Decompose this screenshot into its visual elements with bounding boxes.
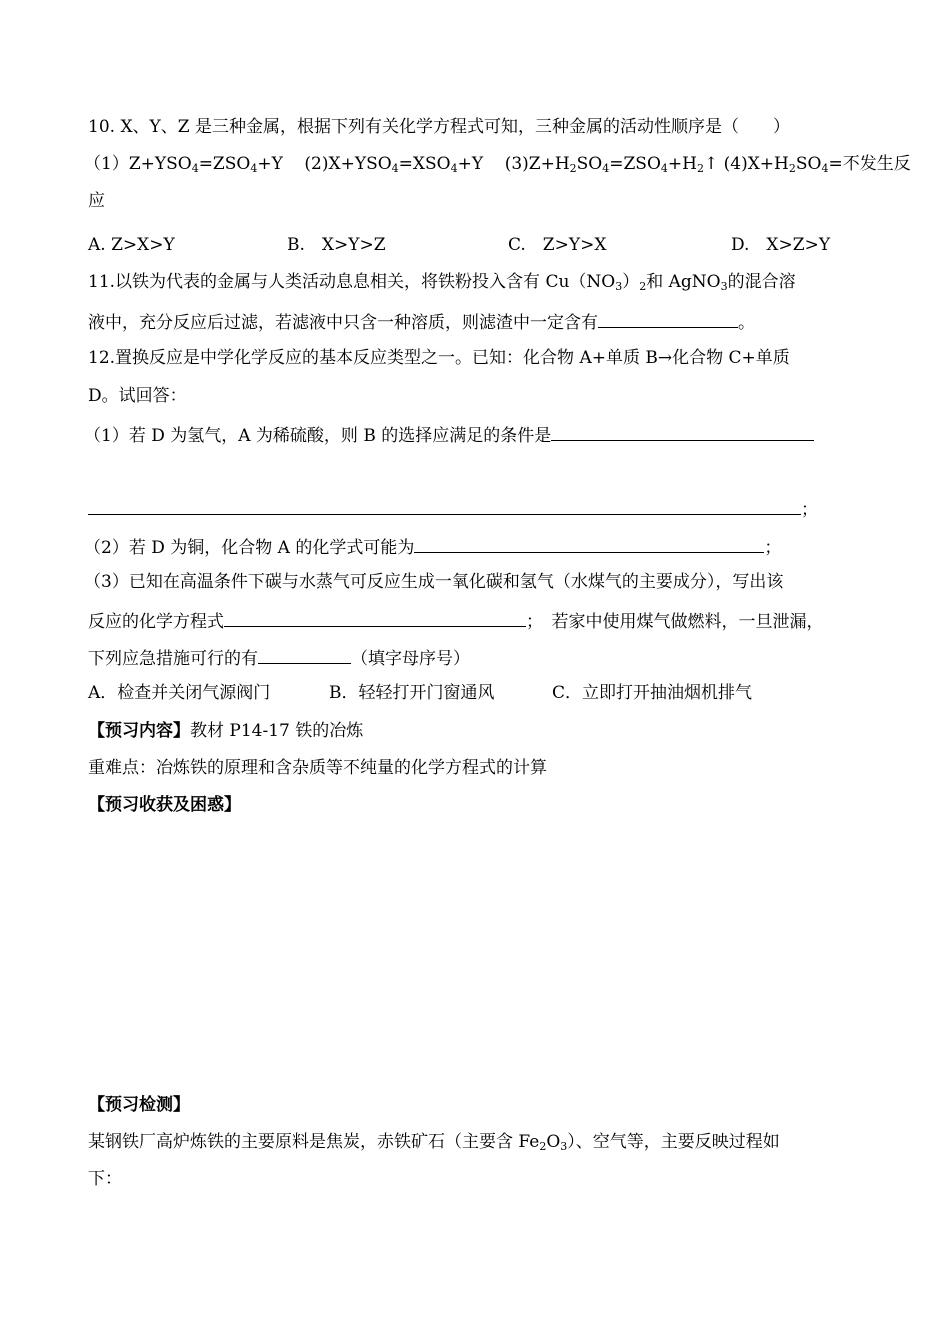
q12-option-c: C．立即打开抽油烟机排气 — [552, 683, 753, 703]
q10-option-a: A. Z>X>Y — [88, 235, 175, 255]
preview-test-line1: 某钢铁厂高炉炼铁的主要原料是焦炭，赤铁矿石（主要含 $Fe_2O_3$）、空气等，主要反映过程如 — [88, 1132, 780, 1153]
q11-line2: 液中，充分反应后过滤，若滤液中只含一种溶质，则滤渣中一定含有 。 — [88, 309, 755, 334]
q10-option-b: B. X>Y>Z — [287, 235, 386, 255]
q10-stem: 10. X、Y、Z 是三种金属，根据下列有关化学方程式可知，三种金属的活动性顺序是（ ） — [88, 117, 790, 137]
q12-part3-line2: 反应的化学方程式 ； 若家中使用煤气做燃料，一旦泄漏， — [88, 608, 824, 633]
q12-part2-blank[interactable] — [414, 534, 764, 553]
preview-content: 【预习内容】教材 P14-17 铁的冶炼 — [88, 721, 364, 741]
q10-option-c: C. Z>Y>X — [508, 235, 607, 255]
q12-part3-line3: 下列应急措施可行的有 （填字母序号） — [88, 645, 470, 670]
preview-test-heading: 【预习检测】 — [88, 1095, 190, 1115]
q10-option-d: D. X>Z>Y — [731, 235, 831, 255]
q12-part1-cont: ； — [88, 496, 818, 521]
q11-answer-blank[interactable] — [598, 309, 738, 328]
q12-part3-choice-blank[interactable] — [258, 645, 351, 664]
q12-part3-line1: （3）已知在高温条件下碳与水蒸气可反应生成一氧化碳和氢气（水煤气的主要成分），写出该 — [84, 572, 784, 592]
q10-equations: $(1)Z+YSO_4=ZSO_4+Y$ $(2)X+YSO_4=XSO_4+Y$ $(3)Z+H_2SO_4=ZSO_4+H_2↑$ $(4)X+H_2SO_4=$不发生反 — [84, 154, 911, 175]
preview-gains-heading: 【预习收获及困惑】 — [88, 795, 241, 815]
q12-part1-blank-cont[interactable] — [88, 496, 801, 515]
preview-test-line2: 下： — [88, 1169, 122, 1189]
q12-part1: （1）若 D 为氢气，A 为稀硫酸，则 B 的选择应满足的条件是 — [84, 422, 814, 447]
q12-option-b: B．轻轻打开门窗通风 — [329, 683, 495, 703]
q11-line1: 11.以铁为代表的金属与人类活动息息相关，将铁粉投入含有 $Cu(NO_3)_2$和 AgNO$_3$的混合溶 — [88, 272, 796, 293]
q12-part1-blank[interactable] — [551, 422, 814, 441]
preview-keypoints: 重难点：冶炼铁的原理和含杂质等不纯量的化学方程式的计算 — [88, 758, 547, 778]
q12-line1: 12.置换反应是中学化学反应的基本反应类型之一。已知：化合物 A+单质 B→化合物 C+单质 — [88, 348, 790, 368]
q12-part2: （2）若 D 为铜，化合物 A 的化学式可能为 ； — [84, 534, 781, 559]
q12-line2: D。试回答： — [88, 386, 187, 406]
preview-heading: 【预习内容】 — [88, 721, 190, 741]
q10-equations-cont: 应 — [88, 191, 105, 211]
q12-part3-equation-blank[interactable] — [224, 608, 526, 627]
q12-option-a: A．检查并关闭气源阀门 — [88, 683, 271, 703]
